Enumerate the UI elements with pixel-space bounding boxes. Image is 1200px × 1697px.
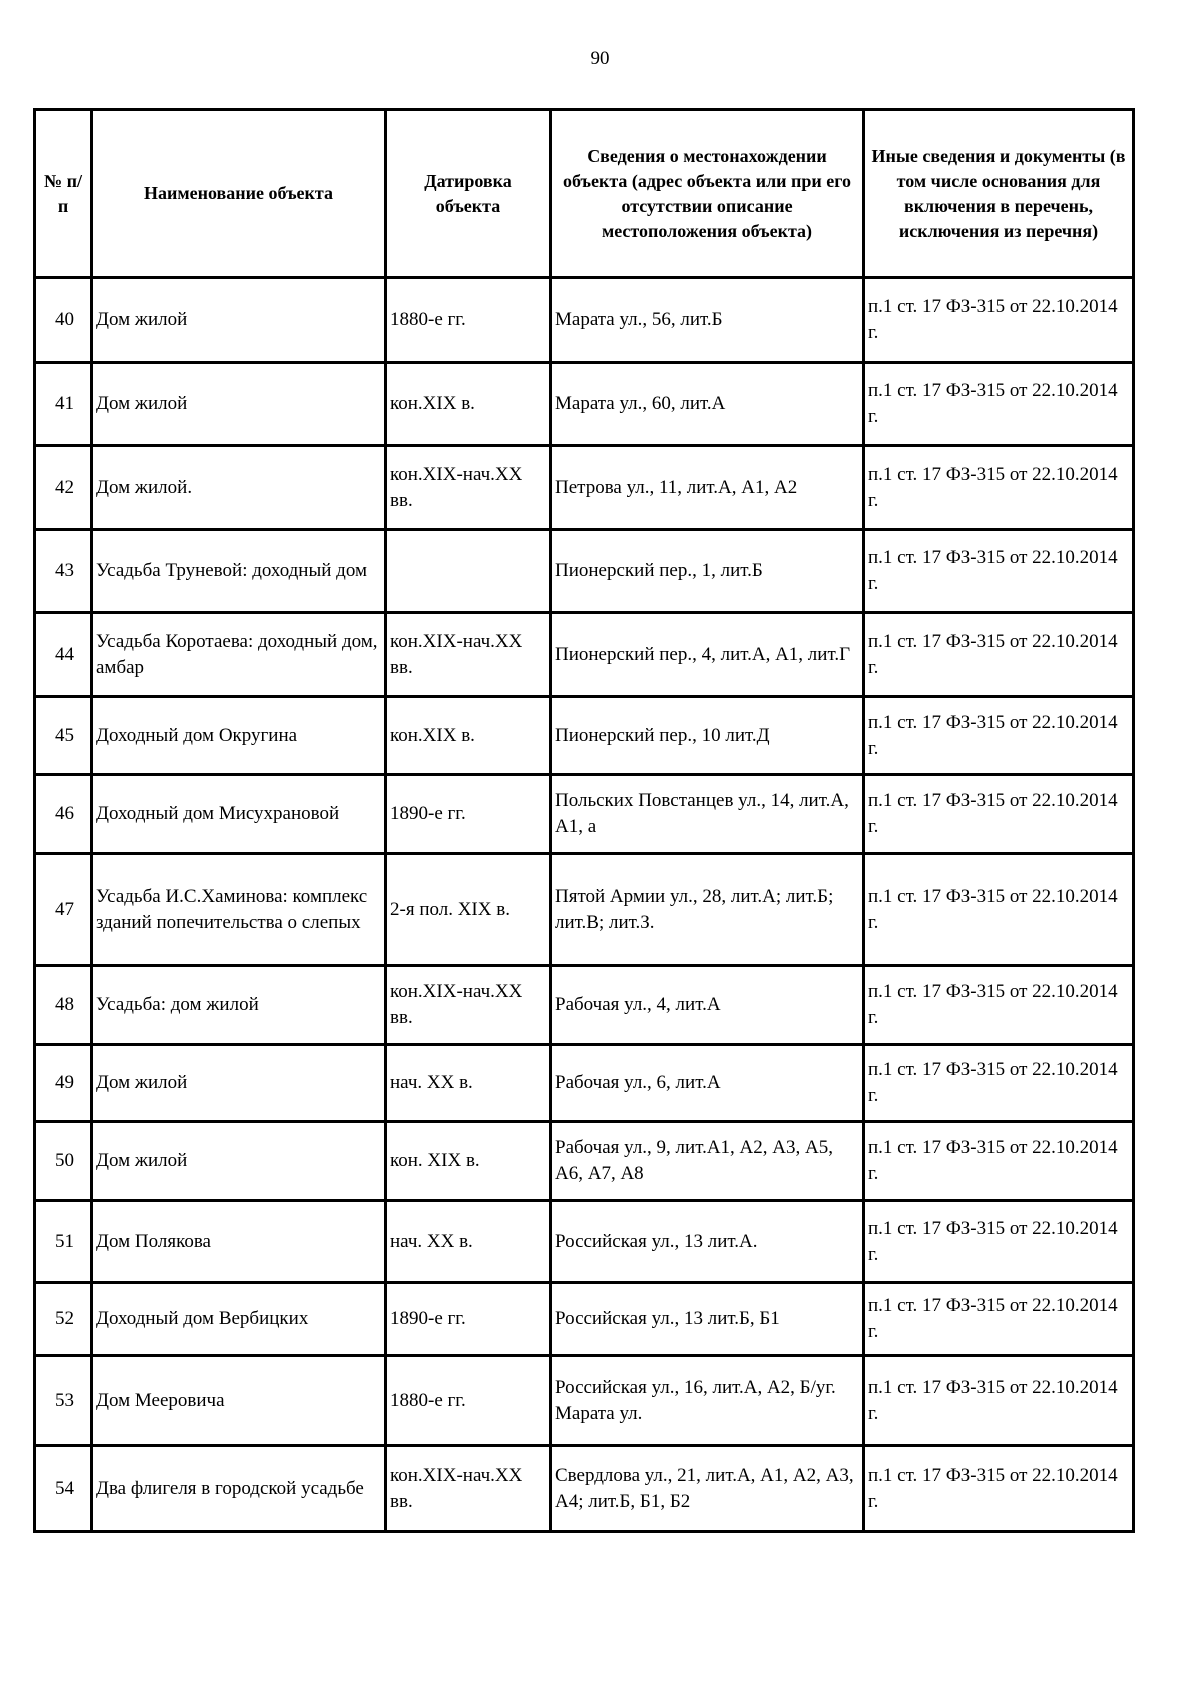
object-dating: кон. XIX в. <box>386 1122 551 1201</box>
object-name: Дом жилой <box>92 278 386 363</box>
header-location: Сведения о местонахождении объекта (адрес объекта или при его отсутствии описание местоположения объекта) <box>551 110 864 278</box>
legal-basis: п.1 ст. 17 ФЗ-315 от 22.10.2014 г. <box>864 363 1134 446</box>
object-dating: кон.XIX-нач.XX вв. <box>386 446 551 530</box>
row-number: 46 <box>35 775 92 854</box>
table-row <box>35 1356 1134 1446</box>
object-dating: кон.XIX в. <box>386 697 551 775</box>
table-row <box>35 1201 1134 1283</box>
legal-basis: п.1 ст. 17 ФЗ-315 от 22.10.2014 г. <box>864 446 1134 530</box>
legal-basis: п.1 ст. 17 ФЗ-315 от 22.10.2014 г. <box>864 1283 1134 1356</box>
object-name: Дом жилой <box>92 1045 386 1122</box>
table-row <box>35 363 1134 446</box>
table-row <box>35 278 1134 363</box>
object-address: Свердлова ул., 21, лит.А, А1, А2, А3, А4; лит.Б, Б1, Б2 <box>551 1446 864 1532</box>
legal-basis: п.1 ст. 17 ФЗ-315 от 22.10.2014 г. <box>864 1446 1134 1532</box>
row-number: 42 <box>35 446 92 530</box>
table-row <box>35 530 1134 613</box>
legal-basis: п.1 ст. 17 ФЗ-315 от 22.10.2014 г. <box>864 697 1134 775</box>
row-number: 53 <box>35 1356 92 1446</box>
object-dating: 1890-е гг. <box>386 1283 551 1356</box>
header-dating: Датировка объекта <box>386 110 551 278</box>
object-address: Российская ул., 13 лит.Б, Б1 <box>551 1283 864 1356</box>
object-name: Усадьба И.С.Хаминова: комплекс зданий попечительства о слепых <box>92 854 386 966</box>
legal-basis: п.1 ст. 17 ФЗ-315 от 22.10.2014 г. <box>864 530 1134 613</box>
table-row <box>35 1283 1134 1356</box>
object-dating: нач. XX в. <box>386 1201 551 1283</box>
object-name: Доходный дом Вербицких <box>92 1283 386 1356</box>
table-row <box>35 613 1134 697</box>
object-name: Усадьба Труневой: доходный дом <box>92 530 386 613</box>
header-number: № п/п <box>35 110 92 278</box>
object-address: Марата ул., 60, лит.А <box>551 363 864 446</box>
row-number: 40 <box>35 278 92 363</box>
row-number: 49 <box>35 1045 92 1122</box>
object-address: Пионерский пер., 1, лит.Б <box>551 530 864 613</box>
object-name: Дом Мееровича <box>92 1356 386 1446</box>
row-number: 52 <box>35 1283 92 1356</box>
object-address: Рабочая ул., 4, лит.А <box>551 966 864 1045</box>
object-address: Пионерский пер., 10 лит.Д <box>551 697 864 775</box>
header-other-info: Иные сведения и документы (в том числе основания для включения в перечень, исключения из перечня) <box>864 110 1134 278</box>
object-dating <box>386 530 551 613</box>
row-number: 44 <box>35 613 92 697</box>
row-number: 51 <box>35 1201 92 1283</box>
object-name: Дом Полякова <box>92 1201 386 1283</box>
row-number: 43 <box>35 530 92 613</box>
object-address: Пионерский пер., 4, лит.А, А1, лит.Г <box>551 613 864 697</box>
legal-basis: п.1 ст. 17 ФЗ-315 от 22.10.2014 г. <box>864 775 1134 854</box>
object-name: Два флигеля в городской усадьбе <box>92 1446 386 1532</box>
table-row <box>35 1446 1134 1532</box>
object-address: Рабочая ул., 6, лит.А <box>551 1045 864 1122</box>
object-dating: 1890-е гг. <box>386 775 551 854</box>
table-row <box>35 446 1134 530</box>
heritage-objects-table <box>33 108 1135 1533</box>
table-row <box>35 966 1134 1045</box>
table-body <box>35 278 1134 1532</box>
legal-basis: п.1 ст. 17 ФЗ-315 от 22.10.2014 г. <box>864 966 1134 1045</box>
legal-basis: п.1 ст. 17 ФЗ-315 от 22.10.2014 г. <box>864 1122 1134 1201</box>
legal-basis: п.1 ст. 17 ФЗ-315 от 22.10.2014 г. <box>864 278 1134 363</box>
object-address: Пятой Армии ул., 28, лит.А; лит.Б; лит.В; лит.З. <box>551 854 864 966</box>
table-row <box>35 1045 1134 1122</box>
object-dating: 1880-е гг. <box>386 278 551 363</box>
object-address: Российская ул., 16, лит.А, А2, Б/уг. Марата ул. <box>551 1356 864 1446</box>
legal-basis: п.1 ст. 17 ФЗ-315 от 22.10.2014 г. <box>864 854 1134 966</box>
page-number: 90 <box>590 48 610 69</box>
object-name: Доходный дом Округина <box>92 697 386 775</box>
object-name: Дом жилой <box>92 1122 386 1201</box>
header-object-name: Наименование объекта <box>92 110 386 278</box>
legal-basis: п.1 ст. 17 ФЗ-315 от 22.10.2014 г. <box>864 613 1134 697</box>
object-name: Усадьба Коротаева: доходный дом, амбар <box>92 613 386 697</box>
row-number: 47 <box>35 854 92 966</box>
table-row <box>35 854 1134 966</box>
object-name: Дом жилой. <box>92 446 386 530</box>
object-dating: нач. XX в. <box>386 1045 551 1122</box>
object-address: Марата ул., 56, лит.Б <box>551 278 864 363</box>
object-name: Усадьба: дом жилой <box>92 966 386 1045</box>
object-dating: кон.XIX-нач.XX вв. <box>386 1446 551 1532</box>
row-number: 48 <box>35 966 92 1045</box>
object-dating: кон.XIX-нач.XX вв. <box>386 613 551 697</box>
table-row <box>35 775 1134 854</box>
object-address: Рабочая ул., 9, лит.А1, А2, А3, А5, А6, А7, А8 <box>551 1122 864 1201</box>
legal-basis: п.1 ст. 17 ФЗ-315 от 22.10.2014 г. <box>864 1045 1134 1122</box>
row-number: 50 <box>35 1122 92 1201</box>
object-dating: 2-я пол. XIX в. <box>386 854 551 966</box>
legal-basis: п.1 ст. 17 ФЗ-315 от 22.10.2014 г. <box>864 1201 1134 1283</box>
object-dating: 1880-е гг. <box>386 1356 551 1446</box>
row-number: 54 <box>35 1446 92 1532</box>
object-dating: кон.XIX-нач.XX вв. <box>386 966 551 1045</box>
table-header-row <box>35 110 1134 278</box>
object-dating: кон.XIX в. <box>386 363 551 446</box>
object-name: Доходный дом Мисухрановой <box>92 775 386 854</box>
table-row <box>35 1122 1134 1201</box>
object-address: Польских Повстанцев ул., 14, лит.А, А1, а <box>551 775 864 854</box>
object-address: Российская ул., 13 лит.А. <box>551 1201 864 1283</box>
row-number: 45 <box>35 697 92 775</box>
legal-basis: п.1 ст. 17 ФЗ-315 от 22.10.2014 г. <box>864 1356 1134 1446</box>
table-row <box>35 697 1134 775</box>
object-address: Петрова ул., 11, лит.А, А1, А2 <box>551 446 864 530</box>
row-number: 41 <box>35 363 92 446</box>
object-name: Дом жилой <box>92 363 386 446</box>
